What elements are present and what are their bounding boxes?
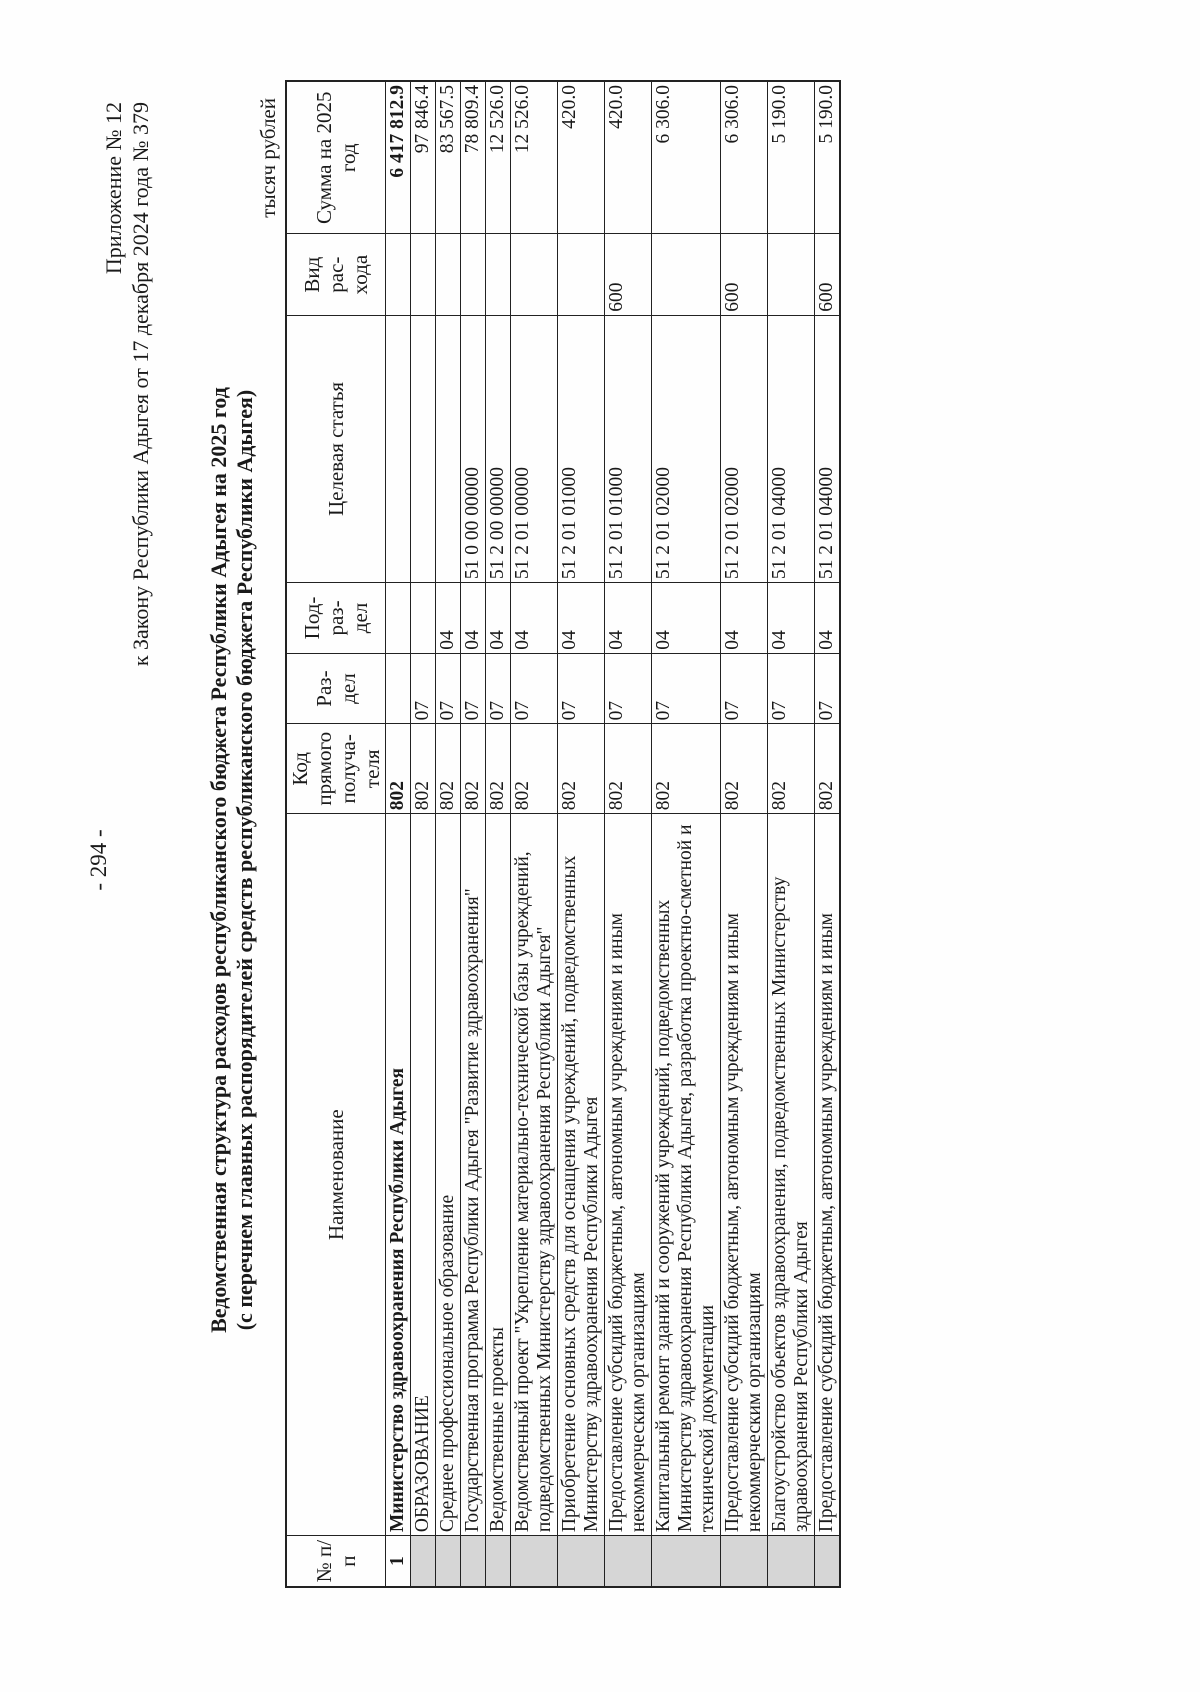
cell-type <box>511 234 558 315</box>
cell-subsection: 04 <box>815 583 841 654</box>
cell-target <box>436 315 461 582</box>
header-name: Наименование <box>286 814 386 1536</box>
title-line-2: (с перечнем главных распорядителей средств республиканского бюджета Республики Адыгея) <box>232 389 257 1331</box>
table-row <box>411 81 436 1587</box>
units-label: тысяч рублей <box>256 98 280 218</box>
cell-code: 802 <box>652 724 721 814</box>
cell-num <box>511 1536 558 1587</box>
cell-target <box>411 315 436 582</box>
cell-name: Государственная программа Республики Адыгея "Развитие здравоохранения" <box>461 814 486 1536</box>
cell-section: 07 <box>461 653 486 724</box>
cell-section: 07 <box>768 653 815 724</box>
appendix-line-1: Приложение № 12 <box>101 102 126 275</box>
cell-num <box>815 1536 841 1587</box>
cell-code: 802 <box>386 724 411 814</box>
cell-section: 07 <box>511 653 558 724</box>
header-amount: Сумма на 2025 год <box>286 81 386 234</box>
cell-amount: 12 526.0 <box>511 81 558 234</box>
cell-amount: 5 190.0 <box>815 81 841 234</box>
cell-target: 51 2 01 02000 <box>652 315 721 582</box>
cell-name: Среднее профессиональное образование <box>436 814 461 1536</box>
cell-type <box>386 234 411 315</box>
cell-code: 802 <box>768 724 815 814</box>
cell-subsection: 04 <box>768 583 815 654</box>
cell-name: Предоставление субсидий бюджетным, автономным учреждениям и иным <box>815 814 841 1536</box>
cell-target: 51 2 01 01000 <box>558 315 605 582</box>
cell-section <box>386 653 411 724</box>
cell-num <box>486 1536 511 1587</box>
cell-target: 51 2 01 04000 <box>815 315 841 582</box>
cell-name: Предоставление субсидий бюджетным, автономным учреждениям и иным некоммерческим организациям <box>605 814 652 1536</box>
cell-num <box>558 1536 605 1587</box>
cell-section: 07 <box>815 653 841 724</box>
cell-amount: 6 306.0 <box>652 81 721 234</box>
cell-target <box>386 315 411 582</box>
cell-code: 802 <box>815 724 841 814</box>
cell-code: 802 <box>558 724 605 814</box>
table-row <box>605 81 652 1587</box>
cell-code: 802 <box>461 724 486 814</box>
cell-subsection: 04 <box>436 583 461 654</box>
cell-type <box>768 234 815 315</box>
header-section: Раз- дел <box>286 653 386 724</box>
header-target: Целевая статья <box>286 315 386 582</box>
cell-section: 07 <box>486 653 511 724</box>
cell-type: 600 <box>721 234 768 315</box>
cell-name: Ведомственный проект "Укрепление материально-технической базы учреждений, подведомственных Министерству здравоохранения Республики Адыгея" <box>511 814 558 1536</box>
cell-amount: 12 526.0 <box>486 81 511 234</box>
appendix-line-2: к Закону Республики Адыгея от 17 декабря 2024 года № 379 <box>128 102 153 667</box>
cell-name: Ведомственные проекты <box>486 814 511 1536</box>
cell-num <box>652 1536 721 1587</box>
cell-type <box>652 234 721 315</box>
cell-section: 07 <box>721 653 768 724</box>
cell-amount: 420.0 <box>605 81 652 234</box>
cell-type: 600 <box>815 234 841 315</box>
cell-subsection: 04 <box>461 583 486 654</box>
cell-num <box>461 1536 486 1587</box>
table-row <box>486 81 511 1587</box>
cell-code: 802 <box>511 724 558 814</box>
table-row <box>768 81 815 1587</box>
header-type: Вид рас- хода <box>286 234 386 315</box>
cell-amount: 6 306.0 <box>721 81 768 234</box>
cell-type <box>461 234 486 315</box>
cell-type: 600 <box>605 234 652 315</box>
cell-subsection: 04 <box>558 583 605 654</box>
appendix-header <box>100 102 154 666</box>
cell-name: Благоустройство объектов здравоохранения, подведомственных Министерству здравоохранения Республики Адыгея <box>768 814 815 1536</box>
table-row <box>511 81 558 1587</box>
title-line-1: Ведомственная структура расходов республиканского бюджета Республики Адыгея на 2025 год <box>206 387 231 1333</box>
cell-name: ОБРАЗОВАНИЕ <box>411 814 436 1536</box>
cell-amount: 420.0 <box>558 81 605 234</box>
cell-amount: 97 846.4 <box>411 81 436 234</box>
cell-target: 51 2 01 01000 <box>605 315 652 582</box>
cell-amount: 83 567.5 <box>436 81 461 234</box>
table-row <box>386 81 411 1587</box>
cell-code: 802 <box>411 724 436 814</box>
cell-target: 51 2 01 02000 <box>721 315 768 582</box>
cell-subsection: 04 <box>721 583 768 654</box>
cell-code: 802 <box>436 724 461 814</box>
cell-section: 07 <box>558 653 605 724</box>
cell-section: 07 <box>605 653 652 724</box>
cell-name: Министерство здравоохранения Республики Адыгея <box>386 814 411 1536</box>
table-row <box>558 81 605 1587</box>
table-header-row <box>286 81 386 1587</box>
table-row <box>461 81 486 1587</box>
cell-target: 51 0 00 00000 <box>461 315 486 582</box>
cell-num <box>411 1536 436 1587</box>
cell-code: 802 <box>721 724 768 814</box>
cell-target: 51 2 00 00000 <box>486 315 511 582</box>
cell-subsection <box>411 583 436 654</box>
cell-name: Приобретение основных средств для оснащения учреждений, подведомственных Министерству здравоохранения Республики Адыгея <box>558 814 605 1536</box>
cell-type <box>436 234 461 315</box>
cell-code: 802 <box>486 724 511 814</box>
cell-subsection: 04 <box>486 583 511 654</box>
cell-type <box>486 234 511 315</box>
cell-type <box>558 234 605 315</box>
table-row <box>815 81 841 1587</box>
document-title <box>206 80 258 1640</box>
table-body <box>386 81 841 1587</box>
cell-num <box>605 1536 652 1587</box>
cell-target: 51 2 01 00000 <box>511 315 558 582</box>
header-num: № п/п <box>286 1536 386 1587</box>
cell-subsection: 04 <box>652 583 721 654</box>
cell-target: 51 2 01 04000 <box>768 315 815 582</box>
header-subsection: Под- раз- дел <box>286 583 386 654</box>
cell-section: 07 <box>436 653 461 724</box>
cell-name: Предоставление субсидий бюджетным, автономным учреждениям и иным некоммерческим организациям <box>721 814 768 1536</box>
cell-subsection: 04 <box>605 583 652 654</box>
cell-subsection <box>386 583 411 654</box>
table-row <box>436 81 461 1587</box>
table-row <box>652 81 721 1587</box>
cell-subsection: 04 <box>511 583 558 654</box>
cell-section: 07 <box>411 653 436 724</box>
cell-code: 802 <box>605 724 652 814</box>
page-number: - 294 - <box>86 829 111 891</box>
header-code: Код прямого получа- теля <box>286 724 386 814</box>
budget-table <box>285 80 841 1588</box>
cell-num <box>721 1536 768 1587</box>
document-sheet <box>78 80 1158 1640</box>
table-row <box>721 81 768 1587</box>
cell-num <box>436 1536 461 1587</box>
cell-amount: 6 417 812.9 <box>386 81 411 234</box>
cell-num: 1 <box>386 1536 411 1587</box>
cell-amount: 5 190.0 <box>768 81 815 234</box>
cell-section: 07 <box>652 653 721 724</box>
cell-type <box>411 234 436 315</box>
cell-num <box>768 1536 815 1587</box>
cell-name: Капитальный ремонт зданий и сооружений учреждений, подведомственных Министерству здравоохранения Республики Адыгея, разработка проектно-сметной и технической документации <box>652 814 721 1536</box>
cell-amount: 78 809.4 <box>461 81 486 234</box>
